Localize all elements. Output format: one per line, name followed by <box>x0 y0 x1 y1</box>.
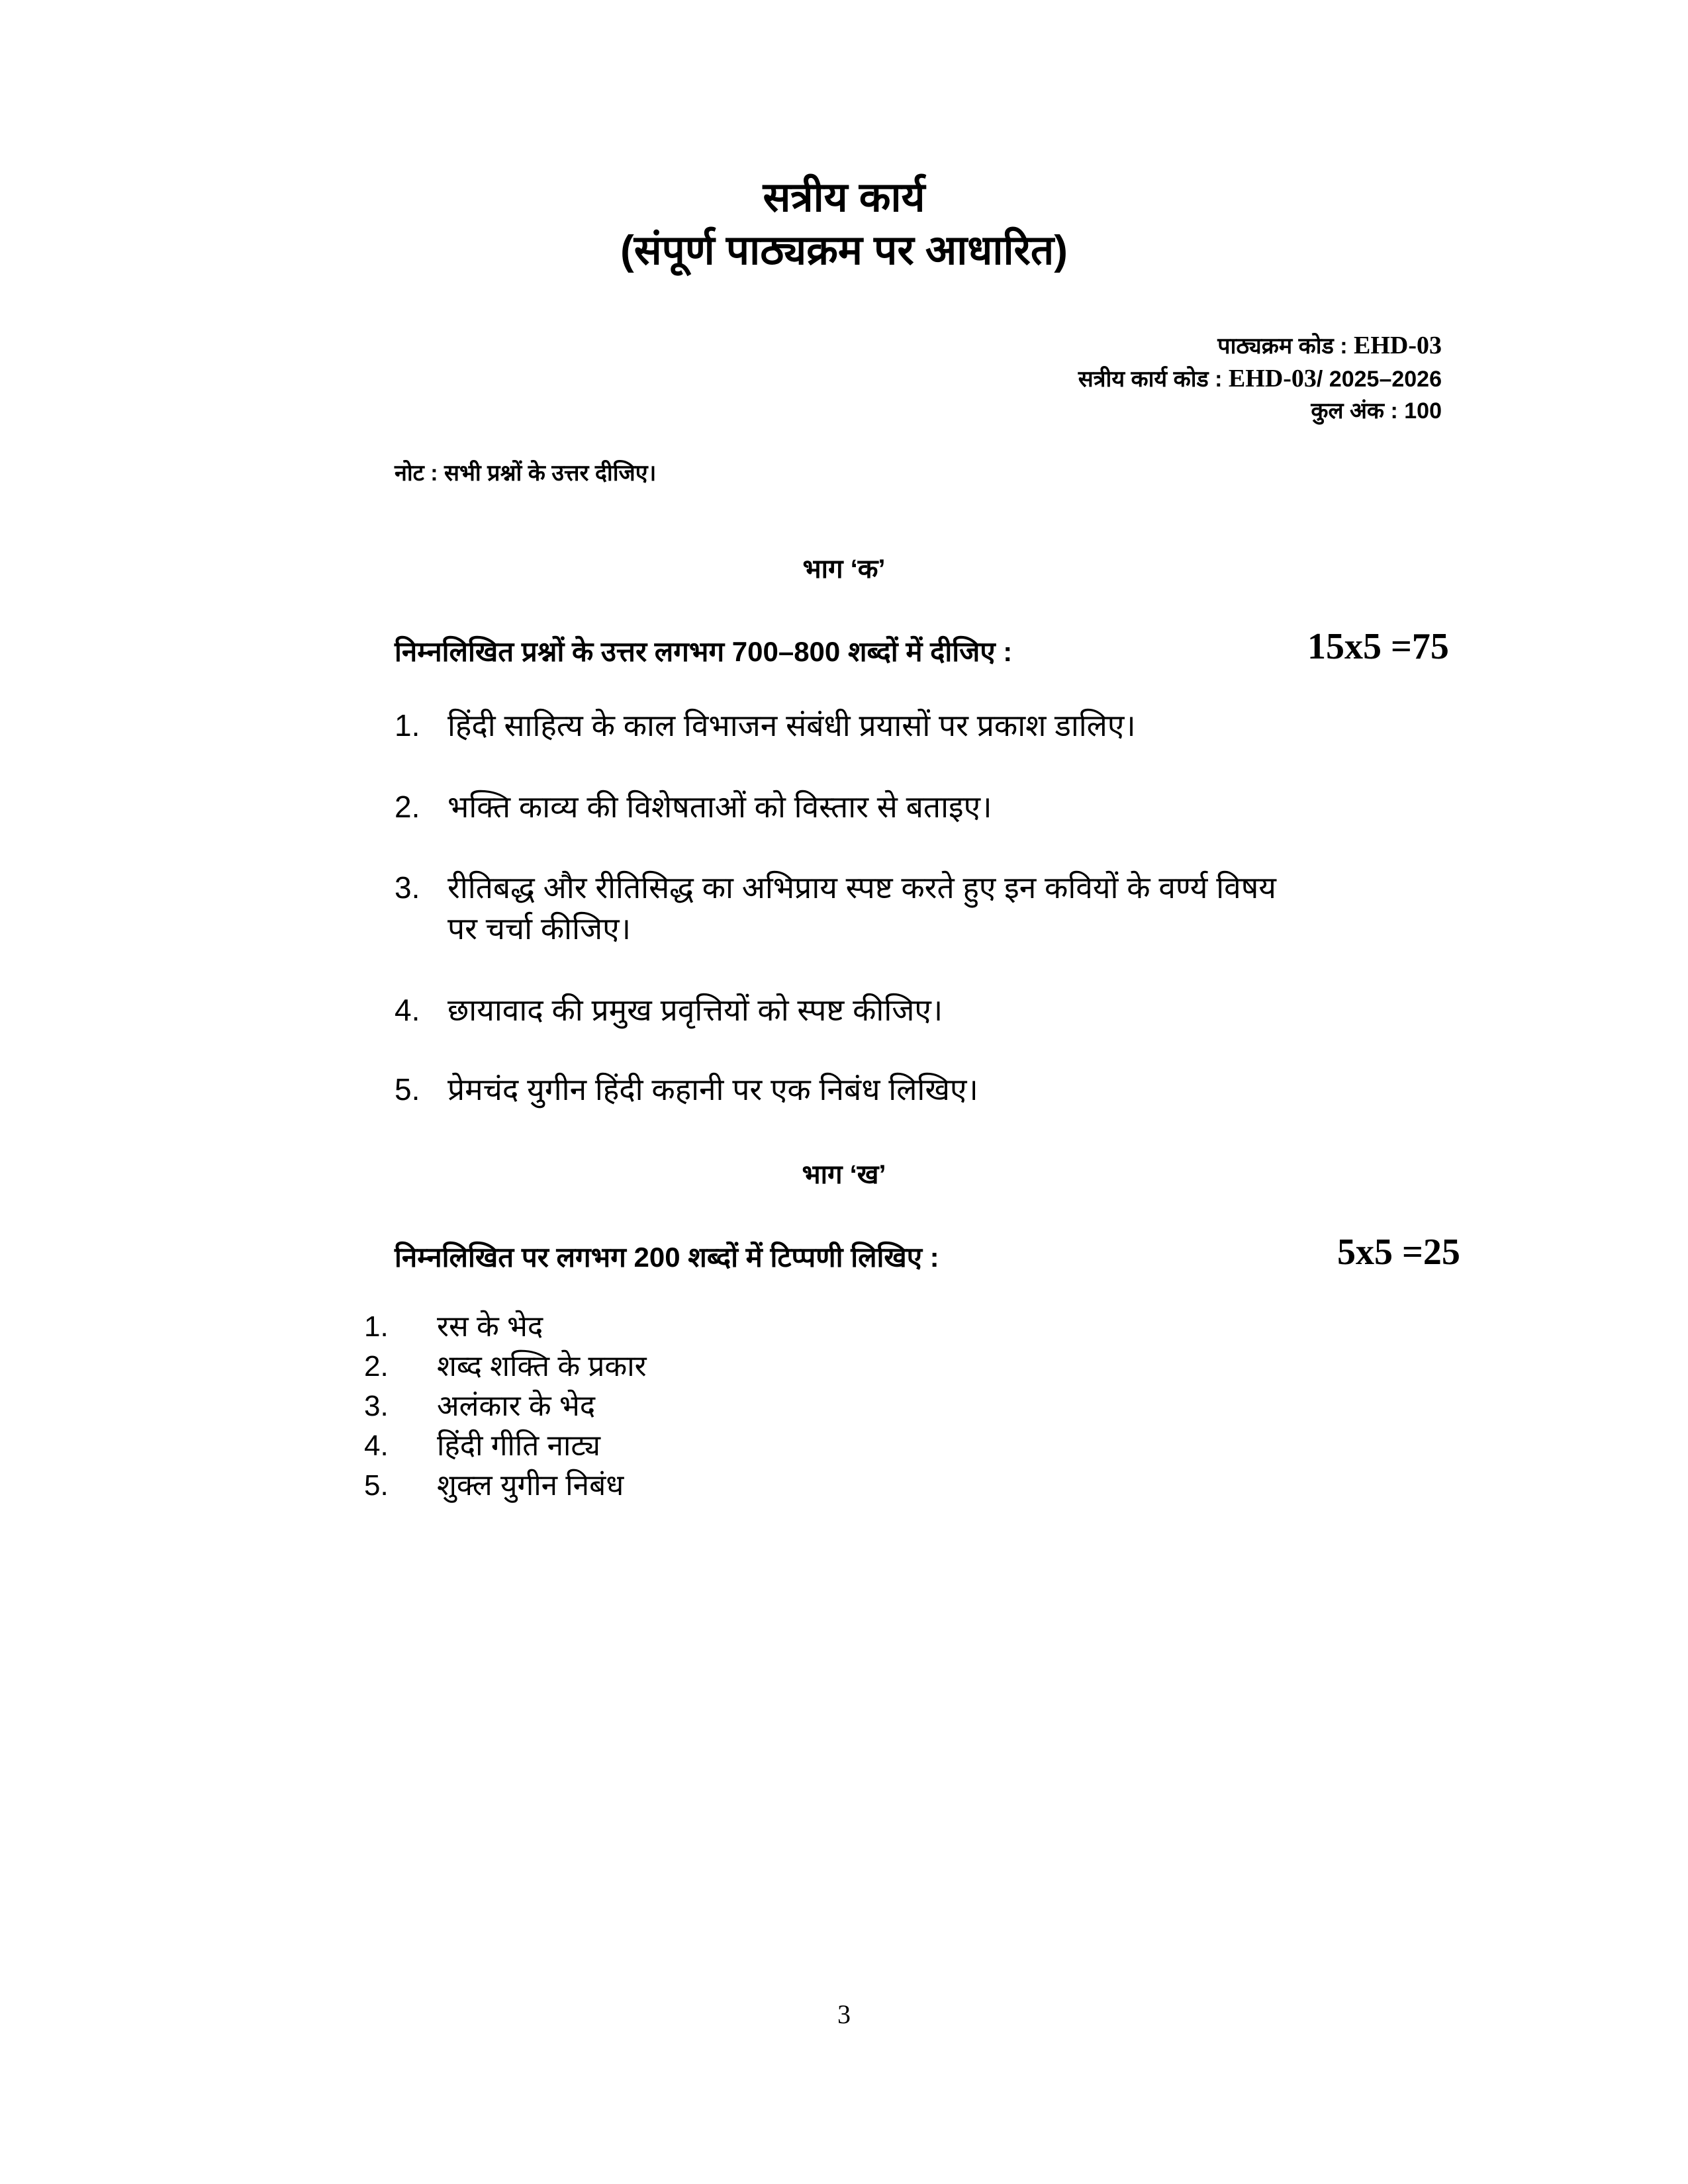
course-code-label: पाठ्यक्रम कोड : <box>1217 334 1348 359</box>
topic-item <box>364 1426 600 1466</box>
topic-item <box>364 1387 595 1426</box>
assignment-code-label: सत्रीय कार्य कोड : <box>1078 367 1223 392</box>
total-marks-label: कुल अंक : <box>1311 398 1398 424</box>
question-text: रीतिबद्ध और रीतिसिद्ध का अभिप्राय स्पष्ट करते हुए इन कवियों के वर्ण्य विषय पर चर्चा कीजिए। <box>447 870 1276 946</box>
question-number: 3. <box>395 870 420 905</box>
question-number: 4. <box>395 993 420 1027</box>
topic-number: 2. <box>364 1350 389 1383</box>
note: नोट : सभी प्रश्नों के उत्तर दीजिए। <box>395 461 657 486</box>
topic-item <box>364 1466 624 1506</box>
question-text: हिंदी साहित्य के काल विभाजन संबंधी प्रयासों पर प्रकाश डालिए। <box>447 708 1136 743</box>
question-item <box>395 1069 1321 1110</box>
page-number: 3 <box>837 1999 851 2029</box>
topic-text: शुक्ल युगीन निबंध <box>437 1469 624 1502</box>
total-marks: 100 <box>1404 398 1442 424</box>
part-a-instruction: निम्नलिखित प्रश्नों के उत्तर लगभग 700–800 शब्दों में दीजिए : <box>395 636 1013 667</box>
question-item <box>395 786 1321 827</box>
topic-text: हिंदी गीति नाट्य <box>437 1430 601 1462</box>
total-marks-line <box>1311 394 1442 425</box>
topic-text: रस के भेद <box>437 1310 543 1343</box>
topic-text: अलंकार के भेद <box>437 1390 596 1422</box>
topic-item <box>364 1307 543 1347</box>
part-a-marks: 15x5 =75 <box>1307 626 1449 667</box>
question-text: छायावाद की प्रमुख प्रवृत्तियों को स्पष्ट कीजिए। <box>447 993 943 1027</box>
question-item <box>395 867 1282 949</box>
page-subtitle: (संपूर्ण पाठ्यक्रम पर आधारित) <box>620 228 1068 273</box>
part-b-marks: 5x5 =25 <box>1337 1232 1460 1273</box>
part-b-heading: भाग ‘ख’ <box>802 1160 886 1189</box>
part-a-heading: भाग ‘क’ <box>802 555 886 584</box>
question-number: 1. <box>395 708 420 743</box>
page-title: सत्रीय कार्य <box>763 175 925 220</box>
assignment-session: / 2025–2026 <box>1316 367 1442 392</box>
topic-item <box>364 1347 647 1387</box>
question-number: 5. <box>395 1072 420 1107</box>
assignment-code-line <box>1078 363 1442 393</box>
question-text: भक्ति काव्य की विशेषताओं को विस्तार से बताइए। <box>447 790 992 824</box>
question-item <box>395 705 1321 746</box>
topic-number: 1. <box>364 1310 389 1343</box>
question-number: 2. <box>395 790 420 824</box>
topic-number: 5. <box>364 1469 389 1502</box>
topic-text: शब्द शक्ति के प्रकार <box>437 1350 647 1383</box>
question-item <box>395 989 1321 1030</box>
part-b-instruction: निम्नलिखित पर लगभग 200 शब्दों में टिप्पणी लिखिए : <box>395 1242 939 1273</box>
course-code: EHD-03 <box>1354 332 1442 359</box>
question-text: प्रेमचंद युगीन हिंदी कहानी पर एक निबंध लिखिए। <box>447 1072 978 1107</box>
course-code-line <box>1217 330 1442 360</box>
topic-number: 4. <box>364 1430 389 1462</box>
topic-number: 3. <box>364 1390 389 1422</box>
assignment-code: EHD-03 <box>1228 365 1317 392</box>
